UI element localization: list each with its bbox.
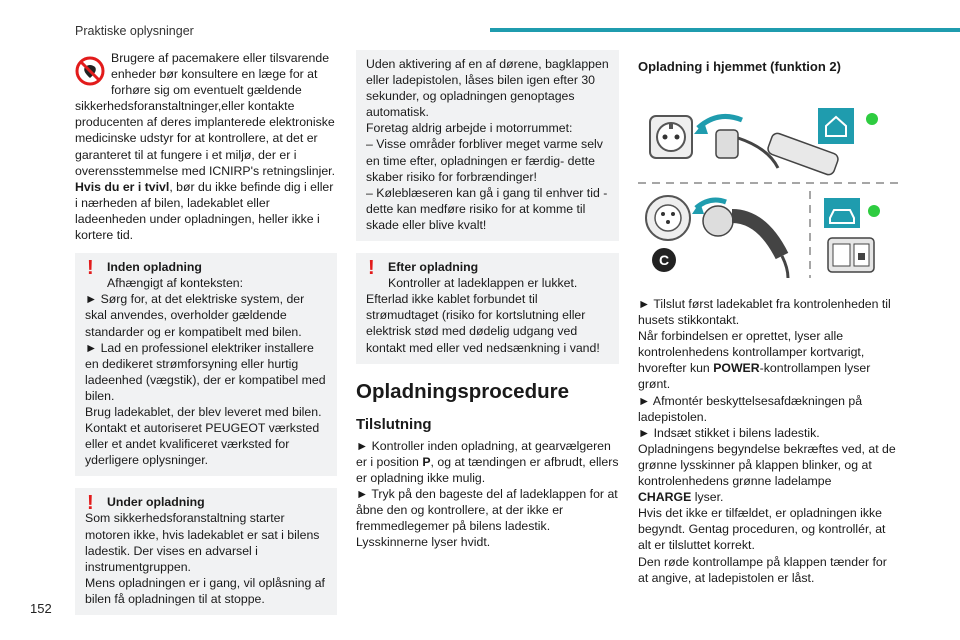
- home-step-4: ► Indsæt stikket i bilens ladestik.: [638, 425, 820, 440]
- before-charging-box: [75, 253, 337, 476]
- during-line-1: Mens opladningen er i gang, vil oplåsning af bilen få opladningen til at stoppe.: [85, 575, 325, 606]
- pacemaker-text-2: , bør du ikke befinde dig i eller i nærheden af bilen, ladekablet eller ladeenheden under opladningen, heller ikke i kortere tid.: [75, 179, 334, 243]
- procedure-heading: Opladningsprocedure: [356, 379, 569, 403]
- box1-line-2: – Visse områder forbliver meget varme selv en time efter, opladningen er færdig- dette skaber risiko for forbrændinger!: [366, 137, 603, 184]
- engine-warning-box: [356, 50, 619, 241]
- before-line-3: Brug ladekablet, der blev leveret med bilen. Kontakt et autoriseret PEUGEOT værksted eller et andet kvalificeret værksted for yderligere oplysninger.: [85, 404, 322, 468]
- page-number: 152: [30, 601, 52, 616]
- home-text-6b: lyser.: [691, 490, 724, 505]
- pacemaker-note: [75, 50, 337, 243]
- home-step-3: ► Afmontér beskyttelsesafdækningen på ladepistolen.: [638, 393, 863, 424]
- charge-lamp-icon: [868, 205, 880, 217]
- power-lamp-icon: [866, 113, 878, 125]
- after-charging-box: [356, 253, 619, 364]
- warning-icon: !: [87, 492, 94, 515]
- car-icon: [824, 198, 860, 228]
- charging-illustration: [638, 88, 900, 286]
- during-charging-box: [75, 488, 337, 615]
- home-charging-heading: Opladning i hjemmet (funktion 2): [638, 59, 841, 74]
- lock-panel-icon: [828, 238, 874, 272]
- figure-label: C: [658, 252, 670, 268]
- header-accent-line: [490, 28, 960, 32]
- power-label: POWER: [713, 361, 760, 376]
- column-1: [75, 50, 337, 615]
- connection-step-2: ► Tryk på den bageste del af ladeklappen for at åbne den og kontrollere, at der ikke er fremmedlegemer på bilens ladestik.: [356, 486, 618, 534]
- home-step-8: Den røde kontrollampe på klappen tænder for at angive, at ladepistolen er låst.: [638, 554, 887, 585]
- warning-icon: !: [87, 257, 94, 280]
- column-3: [638, 50, 900, 586]
- during-charging-title: Under opladning: [107, 495, 205, 510]
- conn-text-1a: ► Kontroller inden opladning, at gearvælgeren er i position: [356, 438, 611, 469]
- after-line-0: Kontroller at ladeklappen er lukket.: [388, 276, 578, 291]
- after-charging-title: Efter opladning: [388, 260, 479, 275]
- charging-gun-icon: [703, 206, 788, 278]
- charge-label: CHARGE: [638, 490, 692, 505]
- box1-line-1: Foretag aldrig arbejde i motorrummet:: [366, 121, 573, 136]
- during-line-0: Som sikkerhedsforanstaltning starter motoren ikke, hvis ladekablet er sat i bilens ladestik. Der vises en advarsel i instrumentgruppen.: [85, 511, 320, 574]
- connection-step-3: Lysskinnerne lyser hvidt.: [356, 535, 491, 550]
- home-text-2c: -kontrollampen lyser grønt.: [638, 361, 871, 392]
- before-line-1: ► Sørg for, at det elektriske system, der skal anvendes, overholder gældende standarder og er kompatibelt med bilen.: [85, 292, 305, 339]
- column-2: [356, 50, 619, 550]
- no-pacemaker-icon: [75, 56, 105, 86]
- connection-step-1: [356, 438, 619, 486]
- home-icon: [818, 108, 854, 144]
- warning-icon: !: [368, 257, 375, 280]
- conn-text-1c: , og at tændingen er afbrudt, ellers er opladning ikke mulig.: [356, 454, 619, 485]
- home-step-5: Opladningens begyndelse bekræftes ved, at de grønne lysskinner på klappen blinker, og at kontrolenhedens grønne ladelampe: [638, 441, 896, 489]
- home-step-2: [638, 328, 900, 392]
- before-line-2: ► Lad en professionel elektriker installere en dedikeret strømforsyning eller hurtig ladeenhed (vægstik), der er kompatibel med bilen.: [85, 340, 326, 403]
- pacemaker-bold: Hvis du er i tvivl: [75, 179, 170, 194]
- section-header: Praktiske oplysninger: [75, 24, 194, 38]
- home-step-6: [638, 489, 900, 505]
- home-text-2a: Når forbindelsen er oprettet, lyser alle kontrolenhedens kontrollamper kortvarigt, hvorefter kun: [638, 329, 865, 376]
- before-line-0: Afhængigt af konteksten:: [107, 276, 244, 291]
- connection-heading: Tilslutning: [356, 415, 432, 433]
- after-line-1: Efterlad ikke kablet forbundet til strømudtaget (risiko for kortslutning eller elektrisk stød med dødelig udgang ved kontakt med eller ved nedsænkning i vand!: [366, 292, 600, 355]
- home-step-7: Hvis det ikke er tilfældet, er opladningen ikke begyndt. Gentag proceduren, og kontrollér, at alt er tilsluttet korrekt.: [638, 506, 886, 553]
- pacemaker-text: Brugere af pacemakere eller tilsvarende enheder bør konsultere en læge for at forhøre sig om eventuelt gældende sikkerhedsforanstaltninger,eller kontakte producenten af deres implanterede elektroniske medicinske udstyr for at kontrollere, at det er garanteret til at fungere i et miljø, der er i overensstemmelse med ICNIRP's retningslinjer.: [75, 51, 335, 178]
- home-step-1: ► Tilslut først ladekablet fra kontrolenheden til husets stikkontakt.: [638, 297, 891, 328]
- box1-line-3: – Køleblæseren kan gå i gang til enhver tid - dette kan medføre risiko for at komme til skade eller blive kvalt!: [366, 185, 608, 232]
- before-charging-title: Inden opladning: [107, 260, 202, 275]
- box1-line-0: Uden aktivering af en af dørene, bagklappen eller ladepistolen, låses bilen igen efter 30 sekunder, og opladningen genoptages automatisk.: [366, 57, 609, 120]
- wall-socket-icon: [650, 116, 692, 158]
- conn-gear-p: P: [422, 454, 431, 469]
- vehicle-socket-icon: [646, 196, 690, 240]
